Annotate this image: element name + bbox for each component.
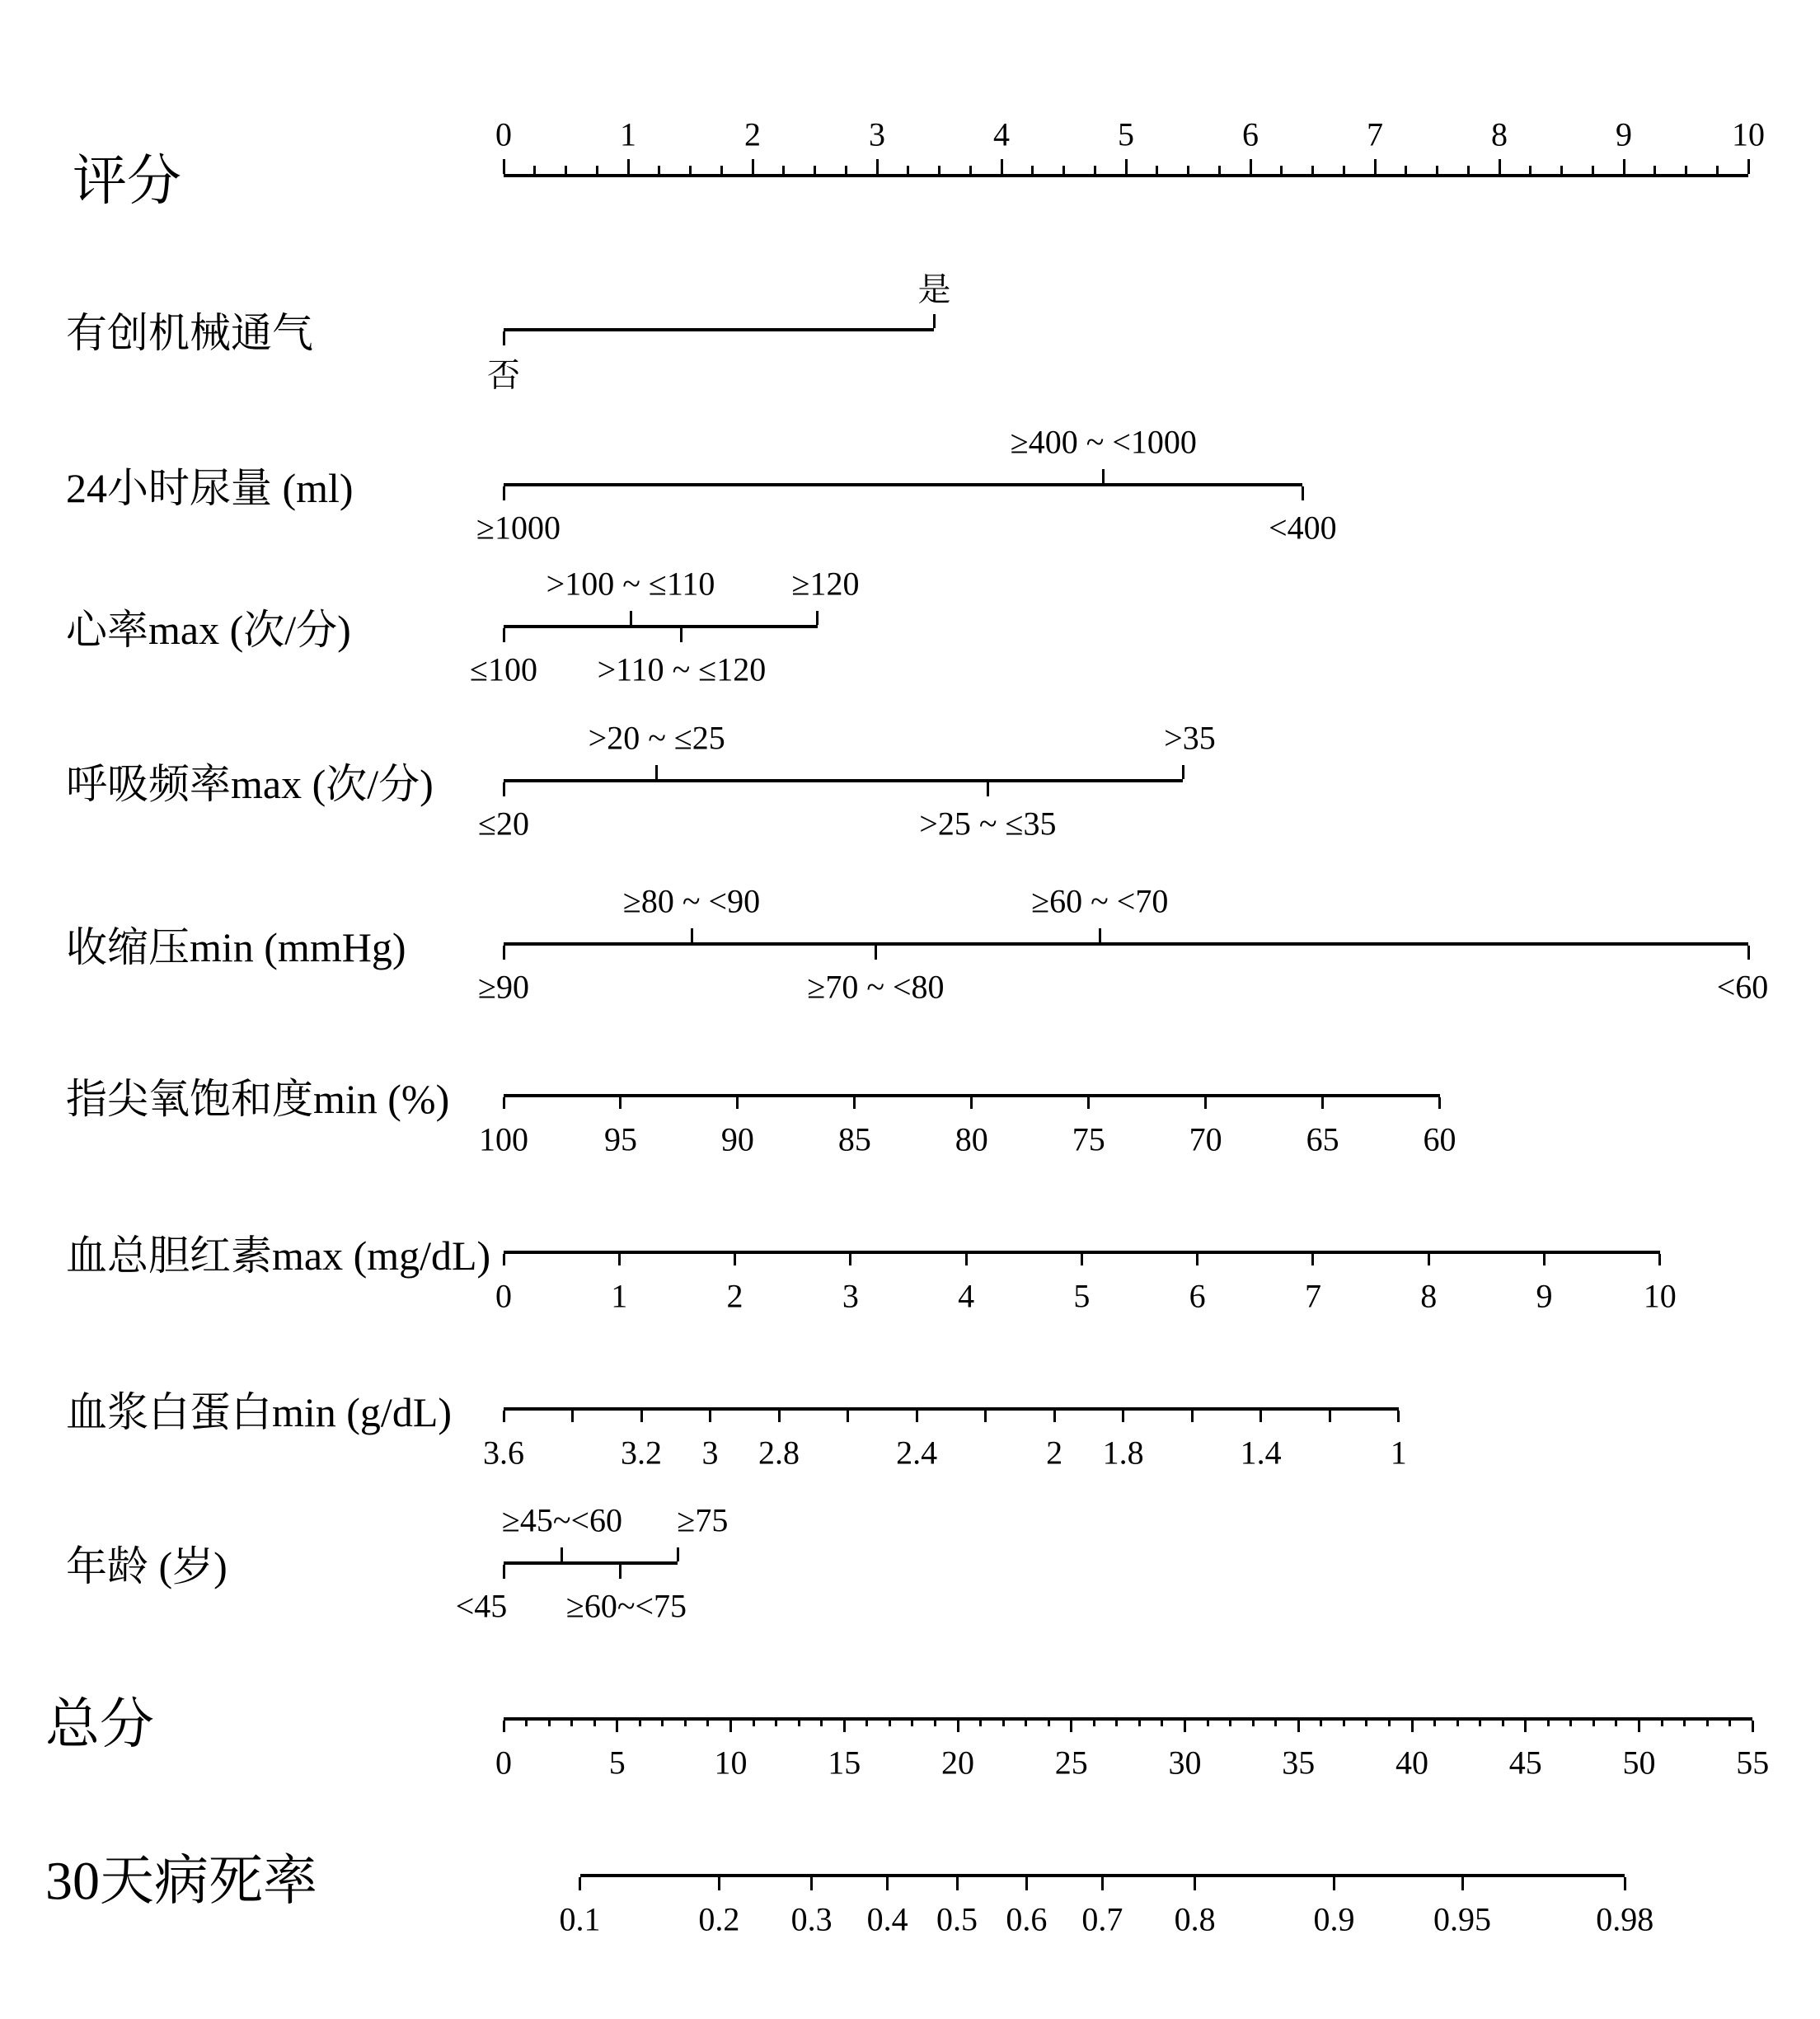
tick-label: 0 xyxy=(495,1277,512,1315)
tick-label: 0.9 xyxy=(1313,1900,1355,1938)
axis-line xyxy=(504,1094,1440,1097)
tick-mark xyxy=(1729,1721,1731,1726)
tick-label: 8 xyxy=(1491,115,1508,153)
tick-label: <45 xyxy=(455,1587,508,1625)
tick-mark xyxy=(1529,166,1532,174)
tick-mark xyxy=(691,928,693,942)
tick-mark xyxy=(889,1721,891,1726)
tick-label: 否 xyxy=(487,356,520,394)
tick-mark xyxy=(1115,1721,1118,1726)
tick-label: 0.8 xyxy=(1174,1900,1216,1938)
tick-mark xyxy=(798,1721,800,1726)
tick-mark xyxy=(934,1721,936,1726)
tick-mark xyxy=(1302,486,1304,500)
tick-label: >25 ~ ≤35 xyxy=(919,805,1057,843)
tick-label: 70 xyxy=(1189,1120,1222,1158)
tick-mark xyxy=(1333,1877,1335,1890)
tick-label: 0.98 xyxy=(1596,1900,1654,1938)
tick-mark xyxy=(503,331,505,345)
tick-label: ≤100 xyxy=(470,650,537,688)
tick-mark xyxy=(1365,1721,1367,1726)
tick-mark xyxy=(1025,1877,1028,1890)
tick-mark xyxy=(1184,1721,1186,1732)
tick-mark xyxy=(876,159,879,174)
tick-mark xyxy=(1122,1411,1124,1422)
tick-label: 5 xyxy=(1118,115,1134,153)
tick-mark xyxy=(503,1565,505,1579)
tick-mark xyxy=(810,1877,813,1890)
tick-mark xyxy=(1125,159,1128,174)
tick-mark xyxy=(1560,166,1563,174)
tick-mark xyxy=(1411,1721,1414,1732)
tick-mark xyxy=(1623,159,1625,174)
tick-mark xyxy=(503,1411,505,1422)
tick-mark xyxy=(1320,1721,1322,1726)
tick-mark xyxy=(775,1721,777,1726)
tick-mark xyxy=(1070,1721,1072,1732)
tick-label: 5 xyxy=(608,1744,626,1782)
tick-mark xyxy=(1099,928,1101,942)
tick-mark xyxy=(1191,1411,1194,1422)
axis-line xyxy=(504,483,1302,486)
tick-mark xyxy=(1297,1721,1300,1732)
tick-label: 45 xyxy=(1508,1744,1542,1782)
tick-mark xyxy=(1196,1254,1198,1265)
tick-mark xyxy=(680,628,682,642)
tick-mark xyxy=(734,1254,736,1265)
tick-mark xyxy=(933,314,936,328)
tick-mark xyxy=(619,1565,622,1579)
tick-label: 50 xyxy=(1622,1744,1656,1782)
tick-mark xyxy=(1002,1721,1005,1726)
tick-mark xyxy=(1343,1721,1345,1726)
row-label-urine-output: 24小时尿量 (ml) xyxy=(66,465,354,511)
tick-mark xyxy=(1438,1097,1441,1109)
tick-mark xyxy=(503,486,505,500)
tick-mark xyxy=(619,1097,622,1109)
tick-label: 15 xyxy=(828,1744,861,1782)
tick-label: ≥60 ~ <70 xyxy=(1031,882,1169,920)
tick-label: 1 xyxy=(1390,1434,1407,1472)
tick-mark xyxy=(875,946,877,960)
tick-label: 35 xyxy=(1282,1744,1316,1782)
tick-mark xyxy=(1094,166,1096,174)
tick-label: 0.2 xyxy=(698,1900,740,1938)
tick-mark xyxy=(1374,159,1377,174)
tick-label: >110 ~ ≤120 xyxy=(597,650,767,688)
tick-mark xyxy=(1093,1721,1095,1726)
tick-mark xyxy=(1280,166,1283,174)
tick-label: 3 xyxy=(842,1277,859,1315)
tick-mark xyxy=(1250,159,1252,174)
tick-mark xyxy=(1683,1721,1686,1726)
tick-mark xyxy=(984,1411,987,1422)
tick-mark xyxy=(1252,1721,1255,1726)
tick-label: ≥70 ~ <80 xyxy=(807,968,945,1006)
tick-mark xyxy=(1182,765,1184,779)
tick-label: 7 xyxy=(1367,115,1383,153)
tick-mark xyxy=(1187,166,1189,174)
tick-label: ≥80 ~ <90 xyxy=(622,882,761,920)
tick-label: ≥120 xyxy=(791,565,860,603)
tick-mark xyxy=(1101,1877,1104,1890)
axis-line xyxy=(504,174,1748,177)
tick-mark xyxy=(987,782,989,796)
tick-mark xyxy=(658,166,660,174)
tick-mark xyxy=(1405,166,1407,174)
tick-mark xyxy=(618,1254,621,1265)
row-label-spo2: 指尖氧饱和度min (%) xyxy=(66,1076,450,1122)
tick-label: ≥400 ~ <1000 xyxy=(1010,423,1197,461)
tick-label: 是 xyxy=(917,270,951,308)
tick-label: 9 xyxy=(1536,1277,1553,1315)
tick-label: 0 xyxy=(495,115,512,153)
row-label-age: 年龄 (岁) xyxy=(66,1543,228,1589)
tick-mark xyxy=(627,159,630,174)
tick-mark xyxy=(1706,1721,1709,1726)
tick-mark xyxy=(1479,1721,1481,1726)
tick-mark xyxy=(1048,1721,1050,1726)
tick-mark xyxy=(1204,1097,1207,1109)
tick-mark xyxy=(1436,166,1438,174)
tick-mark xyxy=(561,1547,563,1561)
tick-mark xyxy=(816,611,819,625)
tick-label: 4 xyxy=(958,1277,975,1315)
axis-line xyxy=(504,1407,1399,1411)
row-label-heart-rate: 心率max (次/分) xyxy=(66,607,351,653)
tick-mark xyxy=(1638,1721,1640,1732)
tick-mark xyxy=(684,1721,687,1726)
tick-mark xyxy=(1025,1721,1027,1726)
tick-label: ≤20 xyxy=(478,805,529,843)
row-label-respiratory-rate: 呼吸频率max (次/分) xyxy=(66,761,434,807)
tick-label: 0.6 xyxy=(1006,1900,1048,1938)
tick-mark xyxy=(640,1411,643,1422)
tick-label: <400 xyxy=(1269,509,1337,547)
tick-mark xyxy=(706,1721,709,1726)
tick-mark xyxy=(639,1721,641,1726)
tick-mark xyxy=(1031,166,1034,174)
tick-label: ≥75 xyxy=(677,1501,729,1539)
tick-mark xyxy=(1592,1721,1595,1726)
tick-mark xyxy=(1524,1721,1527,1732)
tick-mark xyxy=(853,1097,856,1109)
tick-mark xyxy=(1752,1721,1754,1732)
tick-mark xyxy=(1274,1721,1277,1726)
row-label-systolic-bp: 收缩压min (mmHg) xyxy=(66,924,406,970)
tick-mark xyxy=(661,1721,664,1726)
tick-mark xyxy=(729,1721,732,1732)
tick-mark xyxy=(752,159,754,174)
tick-mark xyxy=(782,166,785,174)
tick-mark xyxy=(579,1877,581,1890)
tick-label: ≥60~<75 xyxy=(565,1587,687,1625)
tick-mark xyxy=(565,166,567,174)
tick-label: 100 xyxy=(479,1120,528,1158)
tick-mark xyxy=(533,166,536,174)
tick-label: 6 xyxy=(1242,115,1259,153)
tick-mark xyxy=(979,1721,982,1726)
tick-label: 2.4 xyxy=(896,1434,938,1472)
tick-mark xyxy=(1461,1877,1464,1890)
tick-label: 3.6 xyxy=(483,1434,524,1472)
tick-mark xyxy=(630,611,632,625)
tick-mark xyxy=(1747,159,1750,174)
axis-line xyxy=(504,942,1748,946)
tick-label: 6 xyxy=(1189,1277,1206,1315)
tick-label: 60 xyxy=(1423,1120,1456,1158)
tick-mark xyxy=(778,1411,781,1422)
tick-mark xyxy=(1467,166,1470,174)
axis-line xyxy=(580,1874,1625,1877)
tick-mark xyxy=(1161,1721,1163,1726)
tick-mark xyxy=(1388,1721,1391,1726)
tick-mark xyxy=(1543,1254,1546,1265)
tick-mark xyxy=(1001,159,1003,174)
tick-label: 3 xyxy=(869,115,885,153)
axis-line xyxy=(504,1561,678,1565)
tick-mark xyxy=(907,166,909,174)
tick-label: 0 xyxy=(495,1744,512,1782)
tick-mark xyxy=(718,1877,720,1890)
tick-label: 2 xyxy=(726,1277,743,1315)
tick-mark xyxy=(814,166,816,174)
tick-label: 5 xyxy=(1073,1277,1091,1315)
tick-mark xyxy=(753,1721,755,1726)
tick-mark xyxy=(1716,166,1719,174)
tick-label: 2 xyxy=(744,115,761,153)
tick-mark xyxy=(503,946,505,960)
tick-mark xyxy=(970,1097,973,1109)
tick-label: 10 xyxy=(714,1744,748,1782)
tick-mark xyxy=(1653,166,1656,174)
tick-mark xyxy=(503,1721,505,1732)
tick-mark xyxy=(1087,1097,1090,1109)
row-label-mortality: 30天病死率 xyxy=(45,1851,317,1912)
tick-label: 1.8 xyxy=(1102,1434,1144,1472)
axis-line xyxy=(504,1251,1660,1254)
tick-mark xyxy=(843,1721,846,1732)
tick-mark xyxy=(1428,1254,1430,1265)
tick-label: 0.5 xyxy=(936,1900,978,1938)
tick-mark xyxy=(1194,1877,1196,1890)
tick-label: 3 xyxy=(701,1434,719,1472)
tick-label: 10 xyxy=(1732,115,1765,153)
tick-mark xyxy=(1397,1411,1400,1422)
tick-mark xyxy=(1624,1877,1626,1890)
tick-mark xyxy=(677,1547,679,1561)
row-label-score: 评分 xyxy=(73,151,181,212)
tick-mark xyxy=(1592,166,1594,174)
row-label-bilirubin: 血总胆红素max (mg/dL) xyxy=(66,1233,491,1279)
tick-label: 85 xyxy=(837,1120,871,1158)
tick-mark xyxy=(1569,1721,1572,1726)
tick-mark xyxy=(1207,1721,1209,1726)
tick-label: 80 xyxy=(955,1120,988,1158)
tick-mark xyxy=(938,166,940,174)
tick-label: 1 xyxy=(620,115,636,153)
tick-mark xyxy=(1102,469,1105,483)
tick-mark xyxy=(616,1721,618,1732)
tick-mark xyxy=(1259,1411,1262,1422)
tick-label: 0.95 xyxy=(1433,1900,1492,1938)
tick-mark xyxy=(1685,166,1687,174)
tick-mark xyxy=(1499,159,1501,174)
tick-label: 75 xyxy=(1072,1120,1105,1158)
tick-mark xyxy=(503,1097,505,1109)
tick-mark xyxy=(820,1721,823,1726)
row-label-total-score: 总分 xyxy=(45,1694,154,1755)
tick-label: 95 xyxy=(603,1120,637,1158)
tick-mark xyxy=(709,1411,711,1422)
tick-mark xyxy=(916,1411,918,1422)
tick-mark xyxy=(1658,1254,1661,1265)
axis-line xyxy=(504,328,934,331)
tick-label: 8 xyxy=(1420,1277,1438,1315)
tick-mark xyxy=(1343,166,1345,174)
tick-mark xyxy=(503,782,505,796)
tick-mark xyxy=(1329,1411,1331,1422)
tick-mark xyxy=(969,166,972,174)
axis-line xyxy=(504,625,818,628)
tick-label: 30 xyxy=(1168,1744,1202,1782)
tick-mark xyxy=(1321,1097,1324,1109)
tick-label: 4 xyxy=(993,115,1010,153)
tick-label: 0.3 xyxy=(790,1900,833,1938)
tick-label: <60 xyxy=(1716,968,1769,1006)
tick-mark xyxy=(736,1097,739,1109)
tick-mark xyxy=(965,1254,968,1265)
tick-mark xyxy=(1502,1721,1504,1726)
row-label-albumin: 血浆白蛋白min (g/dL) xyxy=(66,1389,453,1435)
tick-mark xyxy=(1138,1721,1141,1726)
tick-mark xyxy=(956,1877,959,1890)
tick-mark xyxy=(655,765,658,779)
tick-mark xyxy=(548,1721,551,1726)
tick-mark xyxy=(1218,166,1221,174)
tick-label: 0.1 xyxy=(559,1900,601,1938)
tick-mark xyxy=(503,628,505,642)
tick-mark xyxy=(849,1254,851,1265)
tick-label: 90 xyxy=(720,1120,754,1158)
tick-label: 20 xyxy=(941,1744,974,1782)
tick-mark xyxy=(525,1721,528,1726)
tick-mark xyxy=(1456,1721,1459,1726)
tick-mark xyxy=(1062,166,1065,174)
tick-label: 65 xyxy=(1306,1120,1339,1158)
tick-mark xyxy=(571,1411,574,1422)
tick-label: 1.4 xyxy=(1240,1434,1282,1472)
tick-label: ≥45~<60 xyxy=(501,1501,623,1539)
tick-mark xyxy=(1053,1411,1056,1422)
tick-mark xyxy=(1615,1721,1617,1726)
tick-mark xyxy=(596,166,598,174)
tick-mark xyxy=(1661,1721,1663,1726)
tick-mark xyxy=(865,1721,868,1726)
tick-mark xyxy=(593,1721,596,1726)
tick-label: 2.8 xyxy=(758,1434,800,1472)
tick-mark xyxy=(1156,166,1158,174)
tick-label: 40 xyxy=(1395,1744,1428,1782)
tick-mark xyxy=(886,1877,889,1890)
axis-line xyxy=(504,779,1183,782)
tick-mark xyxy=(957,1721,959,1732)
tick-label: 55 xyxy=(1736,1744,1770,1782)
tick-label: >100 ~ ≤110 xyxy=(546,565,715,603)
tick-label: ≥90 xyxy=(478,968,529,1006)
tick-mark xyxy=(911,1721,913,1726)
tick-mark xyxy=(1547,1721,1550,1726)
tick-mark xyxy=(1311,1254,1314,1265)
tick-label: 0.4 xyxy=(866,1900,908,1938)
tick-label: 9 xyxy=(1616,115,1632,153)
tick-mark xyxy=(503,159,505,174)
row-label-ventilation: 有创机械通气 xyxy=(66,310,313,356)
tick-mark xyxy=(1311,166,1314,174)
tick-label: 2 xyxy=(1046,1434,1063,1472)
tick-mark xyxy=(1433,1721,1436,1726)
tick-label: 3.2 xyxy=(621,1434,663,1472)
tick-mark xyxy=(720,166,723,174)
tick-label: 25 xyxy=(1054,1744,1088,1782)
tick-mark xyxy=(845,166,847,174)
tick-label: >35 xyxy=(1164,719,1216,757)
tick-mark xyxy=(1229,1721,1231,1726)
tick-label: 10 xyxy=(1643,1277,1677,1315)
tick-label: 0.7 xyxy=(1081,1900,1123,1938)
tick-mark xyxy=(570,1721,573,1726)
tick-mark xyxy=(689,166,692,174)
axis-line xyxy=(504,1717,1752,1721)
tick-mark xyxy=(1081,1254,1083,1265)
tick-mark xyxy=(503,1254,505,1265)
tick-label: 1 xyxy=(611,1277,628,1315)
tick-label: 7 xyxy=(1304,1277,1321,1315)
tick-mark xyxy=(847,1411,849,1422)
tick-label: ≥1000 xyxy=(476,509,561,547)
tick-mark xyxy=(1747,946,1750,960)
tick-label: >20 ~ ≤25 xyxy=(588,719,725,757)
